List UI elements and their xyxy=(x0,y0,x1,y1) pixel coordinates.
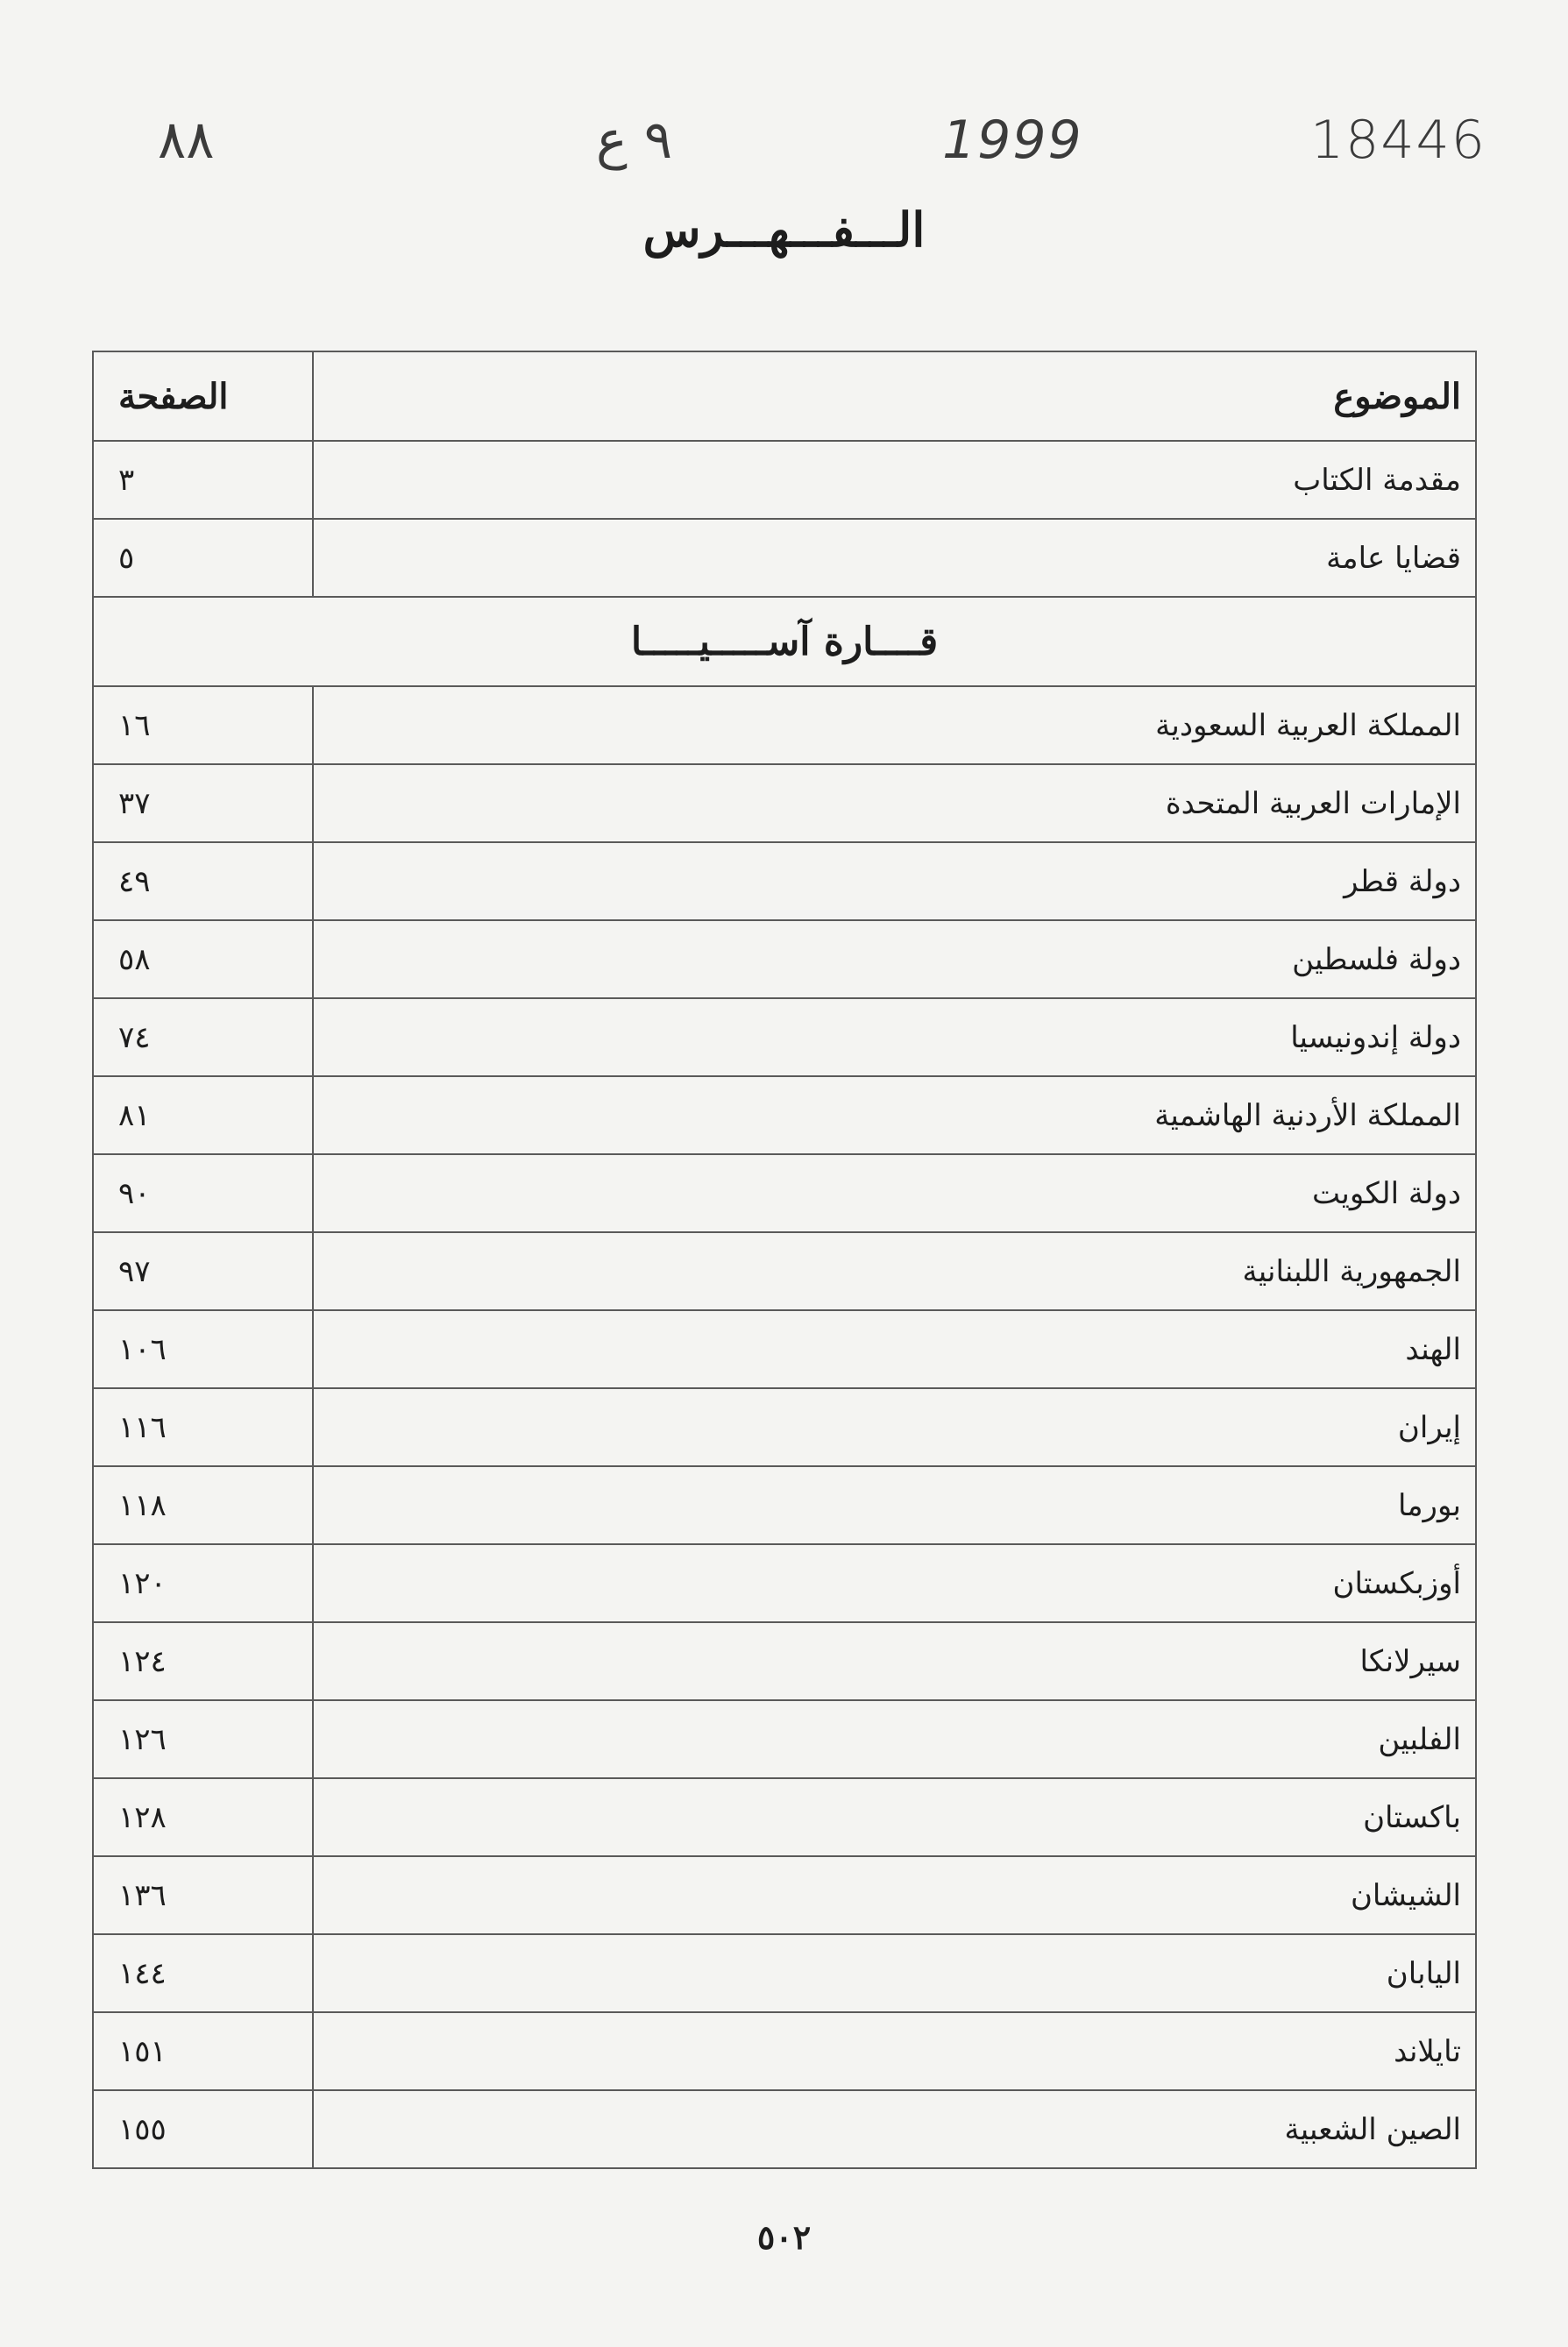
row-topic: الجمهورية اللبنانية xyxy=(313,1232,1476,1310)
row-page-number: ١٥٥ xyxy=(93,2090,313,2168)
row-page-number: ١٠٦ xyxy=(93,1310,313,1388)
row-topic: دولة فلسطين xyxy=(313,920,1476,998)
handwritten-note-year: 1999 xyxy=(942,110,1083,171)
header-topic: الموضوع xyxy=(313,351,1476,441)
row-page-number: ٥ xyxy=(93,519,313,597)
row-topic: قضايا عامة xyxy=(313,519,1476,597)
row-page-number: ١٥١ xyxy=(93,2012,313,2090)
table-row xyxy=(93,2012,1476,2090)
row-topic: دولة إندونيسيا xyxy=(313,998,1476,1076)
table-row xyxy=(93,998,1476,1076)
rows-before-section xyxy=(93,441,1476,597)
row-page-number: ١٢٦ xyxy=(93,1700,313,1778)
row-topic: سيرلانكا xyxy=(313,1622,1476,1700)
row-page-number: ١٤٤ xyxy=(93,1934,313,2012)
row-topic: تايلاند xyxy=(313,2012,1476,2090)
table-row xyxy=(93,441,1476,519)
row-topic: الفلبين xyxy=(313,1700,1476,1778)
row-page-number: ١١٨ xyxy=(93,1466,313,1544)
row-topic: مقدمة الكتاب xyxy=(313,441,1476,519)
table-row xyxy=(93,1622,1476,1700)
page-number: ٥٠٢ xyxy=(756,2217,812,2257)
table-row xyxy=(93,1466,1476,1544)
row-topic: اليابان xyxy=(313,1934,1476,2012)
table-row xyxy=(93,1856,1476,1934)
table-row xyxy=(93,1388,1476,1466)
table-row xyxy=(93,1778,1476,1856)
handwritten-note-left: ٨٨ xyxy=(158,110,215,171)
row-topic: المملكة العربية السعودية xyxy=(313,686,1476,764)
table-row xyxy=(93,686,1476,764)
table-row xyxy=(93,1544,1476,1622)
row-page-number: ١٢٠ xyxy=(93,1544,313,1622)
row-topic: الهند xyxy=(313,1310,1476,1388)
header-page: الصفحة xyxy=(93,351,313,441)
table-header-row xyxy=(93,351,1476,441)
section-row xyxy=(93,597,1476,686)
row-page-number: ٣ xyxy=(93,441,313,519)
row-page-number: ١٦ xyxy=(93,686,313,764)
table-row xyxy=(93,842,1476,920)
table-row xyxy=(93,920,1476,998)
row-topic: الإمارات العربية المتحدة xyxy=(313,764,1476,842)
table-row xyxy=(93,1310,1476,1388)
row-page-number: ١٣٦ xyxy=(93,1856,313,1934)
table-row xyxy=(93,519,1476,597)
row-topic: أوزبكستان xyxy=(313,1544,1476,1622)
table-row xyxy=(93,2090,1476,2168)
index-table xyxy=(92,351,1477,2169)
row-page-number: ١٢٤ xyxy=(93,1622,313,1700)
row-topic: إيران xyxy=(313,1388,1476,1466)
handwritten-note-right: 18446 xyxy=(1310,110,1486,171)
row-page-number: ٨١ xyxy=(93,1076,313,1154)
row-page-number: ١٢٨ xyxy=(93,1778,313,1856)
table-row xyxy=(93,1232,1476,1310)
handwritten-note-middle: ٩ ع xyxy=(596,110,673,171)
table-row xyxy=(93,764,1476,842)
row-topic: باكستان xyxy=(313,1778,1476,1856)
row-topic: الشيشان xyxy=(313,1856,1476,1934)
table-row xyxy=(93,1076,1476,1154)
row-page-number: ٥٨ xyxy=(93,920,313,998)
row-topic: بورما xyxy=(313,1466,1476,1544)
row-topic: الصين الشعبية xyxy=(313,2090,1476,2168)
row-page-number: ٧٤ xyxy=(93,998,313,1076)
row-page-number: ٣٧ xyxy=(93,764,313,842)
section-title: قــــارة آســـــيـــــا xyxy=(93,597,1476,686)
rows-after-section xyxy=(93,686,1476,2168)
row-topic: المملكة الأردنية الهاشمية xyxy=(313,1076,1476,1154)
page-title: الـــفـــهـــرس xyxy=(642,202,926,258)
row-topic: دولة الكويت xyxy=(313,1154,1476,1232)
row-page-number: ٤٩ xyxy=(93,842,313,920)
table-row xyxy=(93,1934,1476,2012)
table-row xyxy=(93,1700,1476,1778)
row-page-number: ٩٧ xyxy=(93,1232,313,1310)
row-page-number: ١١٦ xyxy=(93,1388,313,1466)
table-row xyxy=(93,1154,1476,1232)
row-topic: دولة قطر xyxy=(313,842,1476,920)
row-page-number: ٩٠ xyxy=(93,1154,313,1232)
